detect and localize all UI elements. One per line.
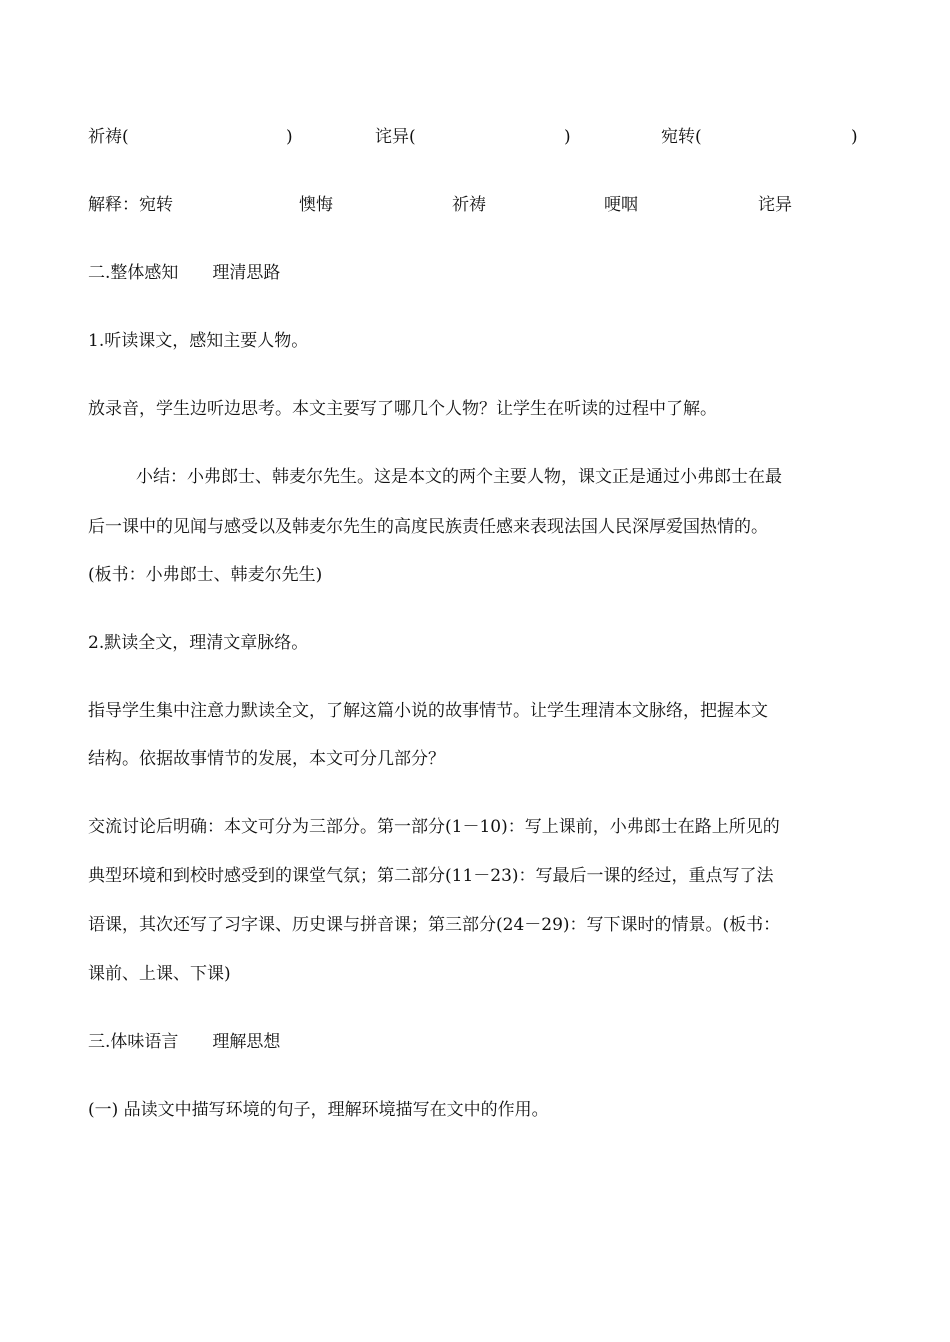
summary-line-1: 小结：小弗郎士、韩麦尔先生。这是本文的两个主要人物，课文正是通过小弗郎士在最 [136,467,782,487]
section-heading-2: 二.整体感知 理清思路 [88,263,281,283]
subheading-silent-read: 2.默读全文，理清文章脉络。 [88,633,309,653]
paragraph-guide-line-2: 结构。依据故事情节的发展，本文可分几部分？ [88,749,445,769]
explain-word-chayi: 诧异 [758,195,792,215]
pinyin-item-qidao-close: ) [286,127,293,147]
summary-line-3: (板书：小弗郎士、韩麦尔先生) [88,565,323,585]
explain-word-qidao: 祈祷 [452,195,486,215]
pinyin-item-qidao: 祈祷( [88,127,129,147]
pinyin-item-chayi: 诧异( [375,127,416,147]
explain-word-aohui: 懊悔 [299,195,333,215]
paragraph-guide-line-1: 指导学生集中注意力默读全文，了解这篇小说的故事情节。让学生理清本文脉络，把握本文 [88,701,768,721]
paragraph-parts-line-1: 交流讨论后明确：本文可分为三部分。第一部分(1－10)：写上课前，小弗郎士在路上所见的 [88,817,780,837]
pinyin-item-wanzhuan-close: ) [851,127,858,147]
explain-label: 解释：宛转 [88,195,173,215]
pinyin-item-wanzhuan: 宛转( [661,127,702,147]
paragraph-parts-line-3: 语课，其次还写了习字课、历史课与拼音课；第三部分(24－29)：写下课时的情景。(板书： [88,915,781,935]
paragraph-recording: 放录音，学生边听边思考。本文主要写了哪几个人物？让学生在听读的过程中了解。 [88,399,717,419]
subheading-environment: (一) 品读文中描写环境的句子，理解环境描写在文中的作用。 [88,1100,549,1120]
paragraph-parts-line-4: 课前、上课、下课) [88,964,231,984]
summary-line-2: 后一课中的见闻与感受以及韩麦尔先生的高度民族责任感来表现法国人民深厚爱国热情的。 [88,517,768,537]
explain-word-gengye: 哽咽 [604,195,638,215]
paragraph-parts-line-2: 典型环境和到校时感受到的课堂气氛；第二部分(11－23)：写最后一课的经过，重点写了法 [88,866,774,886]
pinyin-item-chayi-close: ) [564,127,571,147]
section-heading-3: 三.体味语言 理解思想 [88,1032,281,1052]
subheading-listen: 1.听读课文，感知主要人物。 [88,331,309,351]
